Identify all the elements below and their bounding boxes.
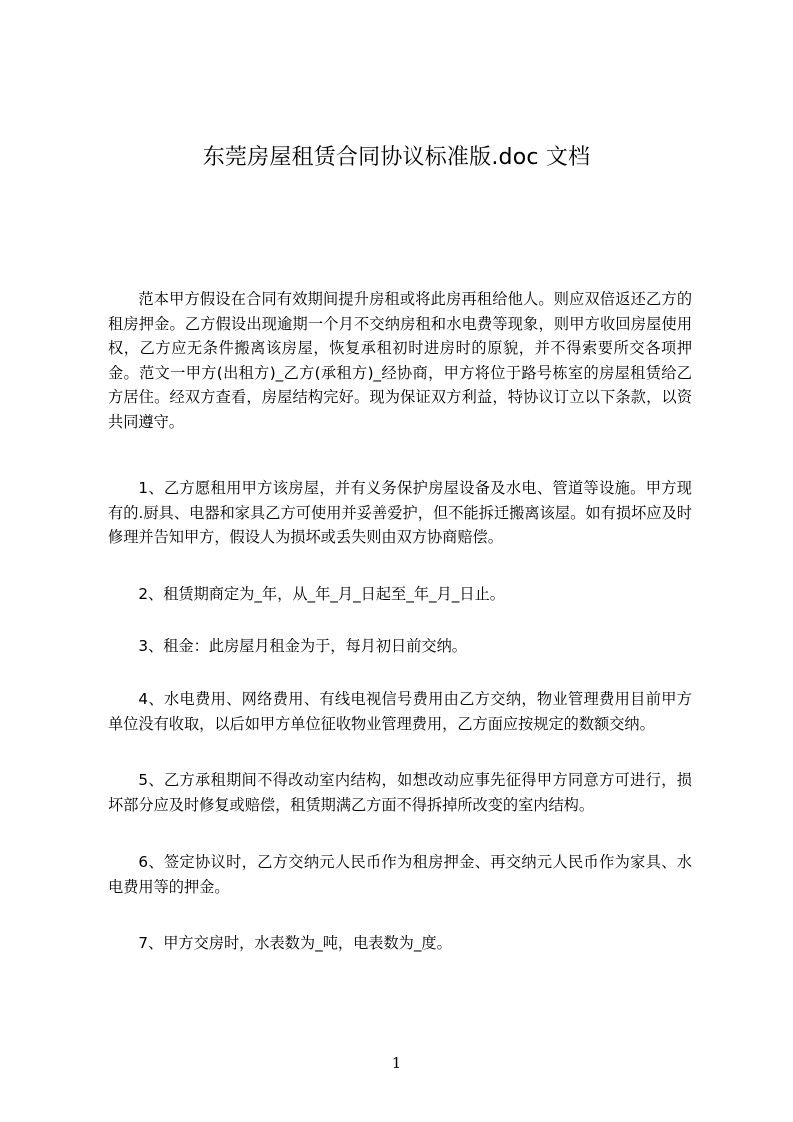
clause-6: 6、签定协议时，乙方交纳元人民币作为租房押金、再交纳元人民币作为家具、水电费用等的押金。: [108, 853, 692, 896]
page-number: 1: [391, 1054, 402, 1072]
clause-3: 3、租金：此房屋月租金为于，每月初日前交纳。: [138, 637, 467, 655]
clause-5: 5、乙方承租期间不得改动室内结构，如想改动应事先征得甲方同意方可进行，损坏部分应及时修复或赔偿，租赁期满乙方面不得拆掉所改变的室内结构。: [108, 771, 692, 814]
intro-paragraph: 范本甲方假设在合同有效期间提升房租或将此房再租给他人。则应双倍返还乙方的租房押金。乙方假设出现逾期一个月不交纳房租和水电费等现象，则甲方收回房屋使用权，乙方应无条件搬离该房屋，恢复承租初时进房时的原貌，并不得索要所交各项押金。范文一甲方(出租方)_乙方(承租方)_经协商，甲方将位于路号栋室的房屋租赁给乙方居住。经双方查看，房屋结构完好。现为保证双方利益，特协议订立以下条款，以资共同遵守。: [108, 290, 692, 431]
document-title: 东莞房屋租赁合同协议标准版.doc 文档: [202, 145, 591, 170]
clause-1: 1、乙方愿租用甲方该房屋，并有义务保护房屋设备及水电、管道等设施。甲方现有的.厨具、电器和家具乙方可使用并妥善爱护，但不能拆迁搬离该屋。如有损坏应及时修理并告知甲方，假设人为损坏或丢失则由双方协商赔偿。: [108, 479, 692, 546]
clause-7: 7、甲方交房时，水表数为_吨，电表数为_度。: [138, 934, 452, 952]
clause-2: 2、租赁期商定为_年，从_年_月_日起至_年_月_日止。: [138, 585, 505, 603]
clause-4: 4、水电费用、网络费用、有线电视信号费用由乙方交纳，物业管理费用目前甲方单位没有收取，以后如甲方单位征收物业管理费用，乙方面应按规定的数额交纳。: [108, 690, 692, 733]
